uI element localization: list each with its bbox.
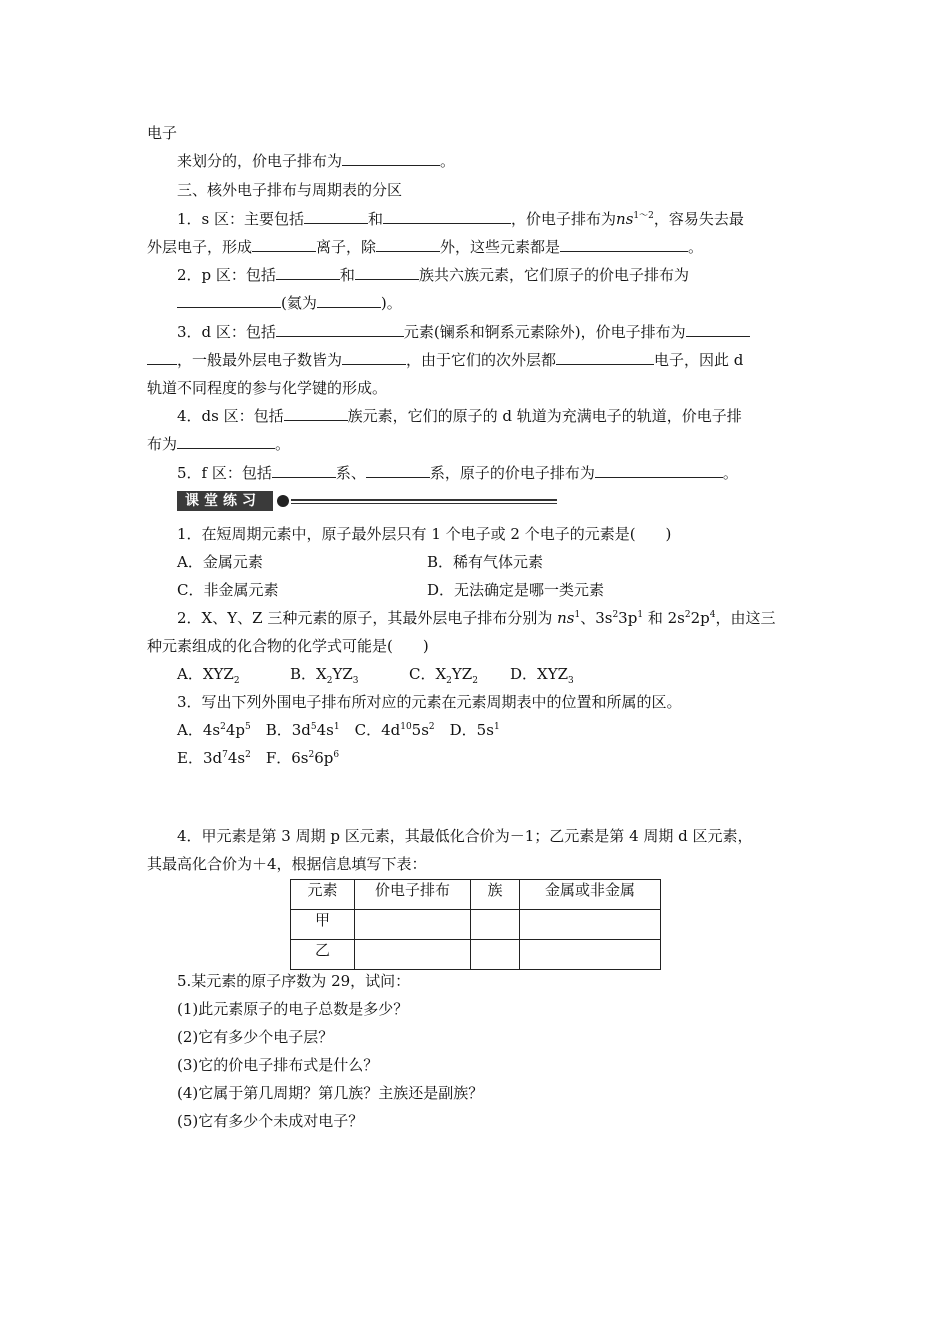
fill-blank[interactable] [686,322,750,337]
fill-blank[interactable] [595,463,723,478]
option-d[interactable]: D．无法确定是哪一类元素 [427,581,605,599]
fill-blank[interactable] [342,151,440,166]
table-cell[interactable] [355,940,471,970]
sub-question: (5)它有多少个未成对电子？ [177,1112,364,1130]
text-line: 电子 [147,124,178,142]
option-c[interactable]: C．$X_2YZ_2$ [409,665,478,686]
table-cell[interactable] [471,940,520,970]
sub-question: (2)它有多少个电子层？ [177,1028,334,1046]
option-a[interactable]: A．金属元素 [177,553,263,571]
fill-blank[interactable] [272,463,336,478]
table-row-label: 甲 [291,910,355,940]
fill-blank[interactable] [252,237,316,252]
table-cell[interactable] [520,910,661,940]
question-stem: 2．X、Y、Z 三种元素的原子，其最外层电子排布分别为 $ns^1$、$3s^23p^1$ 和 $2s^22p^4$，由这三 [177,609,776,627]
fill-blank[interactable] [304,209,368,224]
option-row: A．$4s^24p^5$ B．$3d^54s^1$ C．$4d^{10}5s^2$ D．$5s^1$ [177,721,500,739]
answer-table [290,879,661,970]
text-line: 5．f 区：包括 系、 系，原子的价电子排布为 。 [177,464,738,482]
fill-blank[interactable] [355,265,419,280]
text-line: 外层电子，形成 离子，除 外，这些元素都是 。 [147,238,704,256]
section-heading: 三、核外电子排布与周期表的分区 [177,181,403,199]
table-row [291,910,661,940]
table-header: 族 [471,880,520,910]
text-line: 4．ds 区：包括 族元素，它们的原子的 d 轨道为充满电子的轨道，价电子排 [177,407,742,425]
fill-blank[interactable] [276,265,340,280]
option-a[interactable]: A．$XYZ_2$ [177,665,240,686]
fill-blank[interactable] [276,322,404,337]
option-b[interactable]: B．稀有气体元素 [427,553,544,571]
bullet-dot-icon [277,495,289,507]
text-line: (氦为 )。 [177,293,402,313]
sub-question: (4)它属于第几周期？第几族？主族还是副族？ [177,1084,484,1102]
question-stem: 5.某元素的原子序数为 29，试问： [177,972,411,990]
fill-blank[interactable] [284,406,348,421]
option-b[interactable]: B．$X_2YZ_3$ [290,665,359,686]
table-header: 元素 [291,880,355,910]
banner-label: 课堂练习 [177,491,273,511]
text-line: 来划分的，价电子排布为 。 [177,152,456,170]
text-line: 轨道不同程度的参与化学键的形成。 [147,379,388,397]
option-d[interactable]: D．$XYZ_3$ [510,665,574,686]
table-cell[interactable] [520,940,661,970]
fill-blank[interactable] [177,434,275,449]
table-cell[interactable] [471,910,520,940]
table-header: 价电子排布 [355,880,471,910]
fill-blank[interactable] [376,237,440,252]
question-stem: 1．在短周期元素中，原子最外层只有 1 个电子或 2 个电子的元素是( ) [177,525,672,543]
fill-blank[interactable] [366,463,430,478]
sub-question: (3)它的价电子排布式是什么？ [177,1056,379,1074]
fill-blank[interactable] [177,293,281,308]
fill-blank[interactable] [560,237,688,252]
table-cell[interactable] [355,910,471,940]
table-header: 金属或非金属 [520,880,661,910]
fill-blank[interactable] [147,350,177,365]
text-line: ，一般最外层电子数皆为 ，由于它们的次外层都 电子，因此 d [147,350,743,370]
text-line: 3．d 区：包括 元素(镧系和锕系元素除外)，价电子排布为 [177,322,750,342]
table-row-label: 乙 [291,940,355,970]
question-stem: 3．写出下列外围电子排布所对应的元素在元素周期表中的位置和所属的区。 [177,693,682,711]
question-stem: 种元素组成的化合物的化学式可能是( ) [147,637,429,655]
fill-blank[interactable] [383,209,511,224]
option-row: E．$3d^74s^2$ F．$6s^26p^6$ [177,749,340,767]
sub-question: (1)此元素原子的电子总数是多少？ [177,1000,409,1018]
fill-blank[interactable] [342,350,406,365]
divider [291,499,557,501]
text-line: 布为 。 [147,435,291,453]
fill-blank[interactable] [556,350,654,365]
text-line: 2．p 区：包括 和 族共六族元素，它们原子的价电子排布为 [177,266,689,284]
text-line: 1．s 区：主要包括 和 ，价电子排布为$ns^{1\sim 2}$，容易失去最 [177,210,744,228]
table-header-row [291,880,661,910]
question-stem: 其最高化合价为＋4，根据信息填写下表： [147,855,427,873]
table-row [291,940,661,970]
question-stem: 4．甲元素是第 3 周期 p 区元素，其最低化合价为－1；乙元素是第 4 周期 d 区元素， [177,827,753,845]
fill-blank[interactable] [317,293,381,308]
section-banner [177,489,557,513]
divider [291,503,557,504]
option-c[interactable]: C．非金属元素 [177,581,279,599]
